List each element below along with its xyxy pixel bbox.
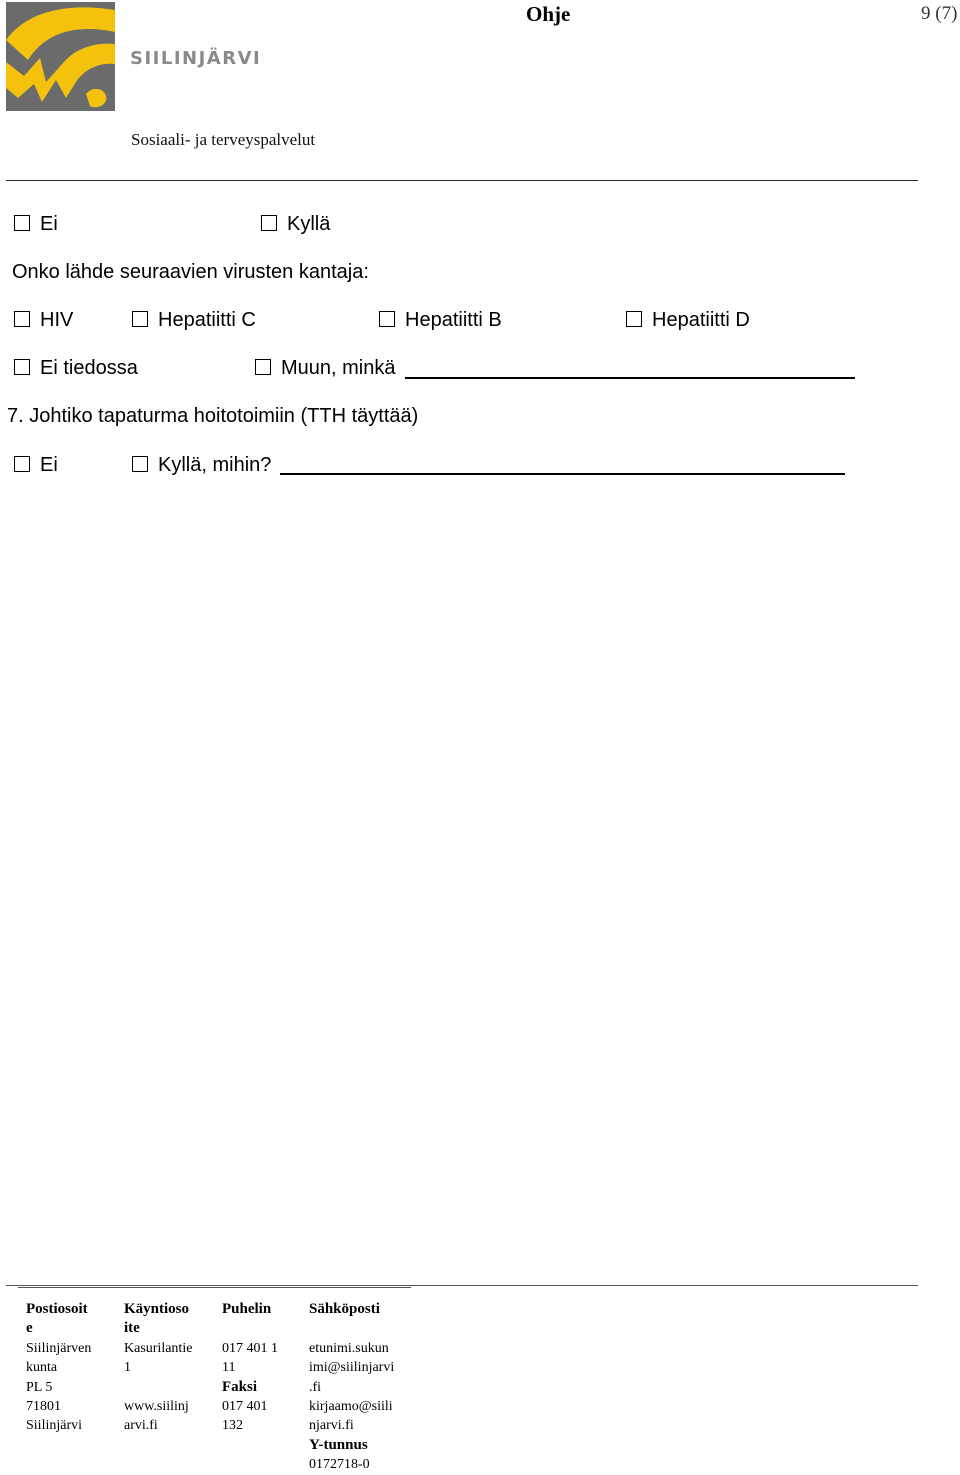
option-hepatiitti-d[interactable]: Hepatiitti D xyxy=(626,308,750,332)
checkbox[interactable] xyxy=(132,311,148,327)
treatment-fill-line[interactable] xyxy=(280,473,845,475)
page-number: 9 (7) xyxy=(921,3,958,24)
footer-divider xyxy=(6,1285,918,1286)
option-kylla-mihin[interactable]: Kyllä, mihin? xyxy=(132,453,271,477)
business-id: 0172718-0 xyxy=(309,1457,370,1473)
footer-email: Sähköposti etunimi.sukun imi@siilinjarvi .fi kirjaamo@siili njarvi.fi Y-tunnus 0172718-0 xyxy=(309,1300,394,1475)
checkbox[interactable] xyxy=(14,456,30,472)
department-name: Sosiaali- ja terveyspalvelut xyxy=(131,130,316,149)
footer-divider-short xyxy=(18,1287,411,1288)
brand-name: SIILINJÄRVI xyxy=(130,48,262,69)
footer-visiting-address: Käyntioso ite Kasurilantie 1 www.siilinj arvi.fi xyxy=(124,1300,192,1436)
website-link-cont[interactable]: arvi.fi xyxy=(124,1418,158,1434)
siilinjarvi-logo-icon xyxy=(6,2,115,111)
checkbox[interactable] xyxy=(379,311,395,327)
footer-postal-address: Postiosoit e Siilinjärven kunta PL 5 71801 Siilinjärvi xyxy=(26,1301,92,1434)
other-virus-fill-line[interactable] xyxy=(405,377,855,379)
option-ei-7[interactable]: Ei xyxy=(14,453,58,477)
virus-question: Onko lähde seuraavien virusten kantaja: xyxy=(12,261,369,283)
option-muun-minka[interactable]: Muun, minkä xyxy=(255,356,396,380)
option-hepatiitti-c[interactable]: Hepatiitti C xyxy=(132,308,256,332)
checkbox[interactable] xyxy=(14,215,30,231)
option-ei-tiedossa[interactable]: Ei tiedossa xyxy=(14,356,138,380)
footer-phone: Puhelin 017 401 1 11 Faksi 017 401 132 xyxy=(222,1301,278,1434)
checkbox[interactable] xyxy=(255,359,271,375)
header-divider xyxy=(6,180,918,181)
registry-email-link[interactable]: kirjaamo@siili xyxy=(309,1399,393,1415)
document-type: Ohje xyxy=(526,2,571,26)
checkbox[interactable] xyxy=(14,359,30,375)
website-link[interactable]: www.siilinj xyxy=(124,1399,189,1415)
question-7: 7. Johtiko tapaturma hoitotoimiin (TTH täyttää) xyxy=(7,405,419,427)
checkbox[interactable] xyxy=(132,456,148,472)
option-kylla[interactable]: Kyllä xyxy=(261,212,330,236)
option-ei[interactable]: Ei xyxy=(14,212,58,236)
option-hepatiitti-b[interactable]: Hepatiitti B xyxy=(379,308,502,332)
checkbox[interactable] xyxy=(14,311,30,327)
checkbox[interactable] xyxy=(261,215,277,231)
email-link[interactable]: etunimi.sukun xyxy=(309,1340,389,1356)
option-hiv[interactable]: HIV xyxy=(14,308,73,332)
checkbox[interactable] xyxy=(626,311,642,327)
